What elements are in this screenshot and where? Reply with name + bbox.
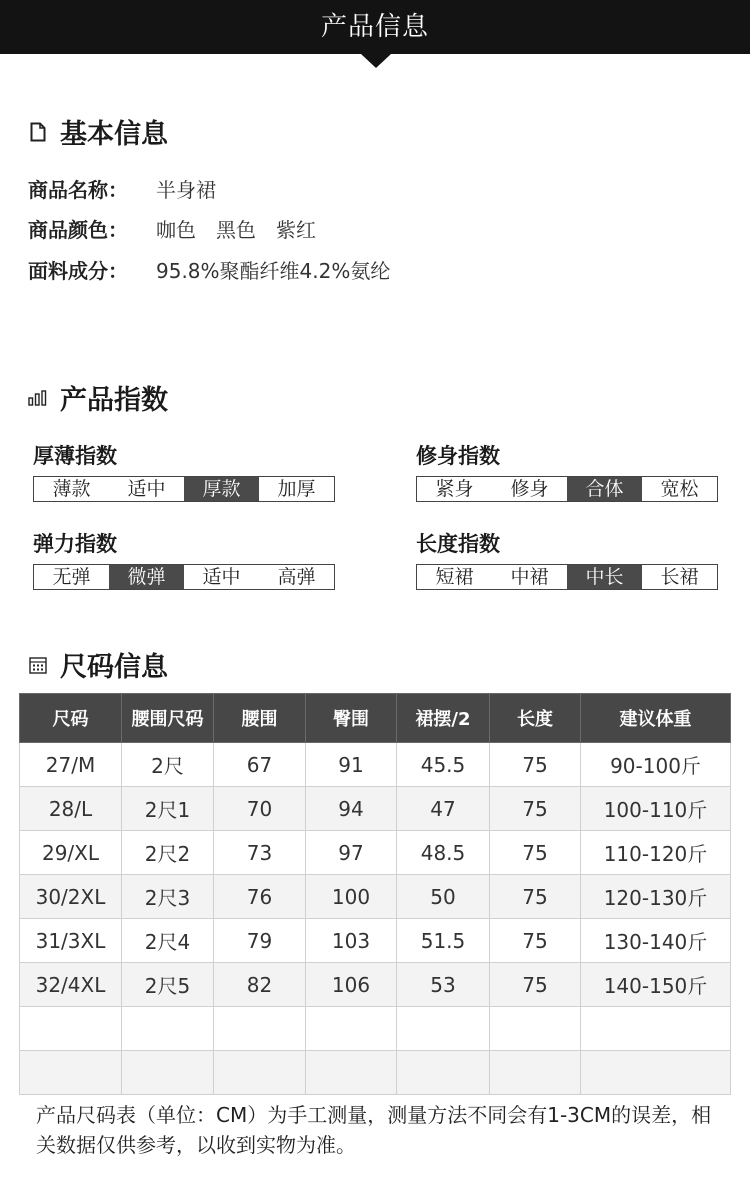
table-cell (122, 1007, 214, 1051)
table-cell: 75 (490, 743, 581, 787)
column-header: 腰围尺码 (122, 694, 214, 743)
elasticity-index-title: 弹力指数 (33, 532, 117, 556)
scale-option: 宽松 (660, 478, 699, 500)
scale-option-selected: 中长 (567, 565, 642, 589)
table-cell: 2尺2 (122, 831, 214, 875)
table-cell: 106 (306, 963, 397, 1007)
scale-option-selected: 微弹 (109, 565, 184, 589)
thickness-index-title: 厚薄指数 (33, 444, 117, 468)
table-cell: 53 (397, 963, 490, 1007)
length-index-title: 长度指数 (416, 532, 500, 556)
table-cell (581, 1007, 731, 1051)
table-cell: 27/M (20, 743, 122, 787)
table-cell (490, 1007, 581, 1051)
product-color-row (28, 214, 316, 243)
size-info-heading (28, 645, 168, 684)
table-header-row (20, 694, 731, 743)
table-cell: 140-150斤 (581, 963, 731, 1007)
product-name-label: 商品名称： (28, 178, 128, 202)
table-cell: 76 (214, 875, 306, 919)
table-cell (306, 1051, 397, 1095)
table-cell: 75 (490, 919, 581, 963)
product-name-value: 半身裙 (156, 178, 216, 202)
table-cell: 45.5 (397, 743, 490, 787)
table-cell: 28/L (20, 787, 122, 831)
table-cell: 100-110斤 (581, 787, 731, 831)
page-title: 产品信息 (320, 12, 429, 42)
table-cell: 75 (490, 831, 581, 875)
basic-info-title: 基本信息 (60, 119, 168, 150)
table-cell: 82 (214, 963, 306, 1007)
product-name-row (28, 174, 216, 203)
table-cell: 70 (214, 787, 306, 831)
fit-index-title: 修身指数 (416, 444, 500, 468)
table-cell: 130-140斤 (581, 919, 731, 963)
table-cell: 2尺5 (122, 963, 214, 1007)
scale-option: 高弹 (277, 566, 316, 588)
fabric-value: 95.8%聚酯纤维4.2%氨纶 (156, 259, 391, 283)
scale-option: 中裙 (510, 566, 549, 588)
table-cell: 2尺4 (122, 919, 214, 963)
scale-option: 加厚 (277, 478, 316, 500)
basic-info-heading (28, 112, 168, 151)
table-cell: 51.5 (397, 919, 490, 963)
table-cell: 94 (306, 787, 397, 831)
table-cell (122, 1051, 214, 1095)
scale-option: 薄款 (52, 478, 91, 500)
column-header: 臀围 (306, 694, 397, 743)
table-cell: 2尺 (122, 743, 214, 787)
table-cell (214, 1051, 306, 1095)
size-info-title: 尺码信息 (60, 652, 168, 683)
elasticity-scale (33, 564, 335, 590)
column-header: 建议体重 (581, 694, 731, 743)
thickness-scale (33, 476, 335, 502)
table-row (20, 831, 731, 875)
table-cell: 67 (214, 743, 306, 787)
table-cell (20, 1007, 122, 1051)
document-icon (28, 122, 48, 142)
table-cell: 30/2XL (20, 875, 122, 919)
table-cell: 32/4XL (20, 963, 122, 1007)
measurement-note: 产品尺码表（单位：CM）为手工测量，测量方法不同会有1-3CM的误差，相关数据仅供参考，以收到实物为准。 (36, 1103, 712, 1157)
table-cell: 75 (490, 875, 581, 919)
table-cell (490, 1051, 581, 1095)
table-cell: 79 (214, 919, 306, 963)
table-row (20, 787, 731, 831)
table-cell: 110-120斤 (581, 831, 731, 875)
table-cell: 2尺3 (122, 875, 214, 919)
bar-chart-icon (28, 388, 48, 408)
scale-option-selected: 合体 (567, 477, 642, 501)
scale-option: 适中 (127, 478, 166, 500)
table-cell (581, 1051, 731, 1095)
table-cell: 75 (490, 787, 581, 831)
table-row (20, 875, 731, 919)
table-cell: 103 (306, 919, 397, 963)
table-cell: 90-100斤 (581, 743, 731, 787)
table-row (20, 743, 731, 787)
size-table (19, 693, 731, 1095)
scale-option: 短裙 (435, 566, 474, 588)
column-header: 腰围 (214, 694, 306, 743)
table-cell (306, 1007, 397, 1051)
table-cell (397, 1051, 490, 1095)
fabric-label: 面料成分： (28, 259, 128, 283)
product-color-label: 商品颜色： (28, 218, 128, 242)
scale-option-selected: 厚款 (184, 477, 259, 501)
table-cell (397, 1007, 490, 1051)
table-cell: 31/3XL (20, 919, 122, 963)
length-scale (416, 564, 718, 590)
table-cell: 50 (397, 875, 490, 919)
scale-option: 无弹 (52, 566, 91, 588)
table-row (20, 919, 731, 963)
column-header: 裙摆/2 (397, 694, 490, 743)
calendar-grid-icon (28, 655, 48, 675)
scale-option: 修身 (510, 478, 549, 500)
fit-scale (416, 476, 718, 502)
table-cell: 75 (490, 963, 581, 1007)
table-cell: 73 (214, 831, 306, 875)
table-cell (20, 1051, 122, 1095)
scale-option: 适中 (202, 566, 241, 588)
table-row-empty (20, 1051, 731, 1095)
banner-notch (361, 54, 391, 68)
table-cell: 100 (306, 875, 397, 919)
table-cell (214, 1007, 306, 1051)
product-color-value: 咖色 黑色 紫红 (156, 218, 316, 242)
table-cell: 91 (306, 743, 397, 787)
table-cell: 120-130斤 (581, 875, 731, 919)
table-cell: 97 (306, 831, 397, 875)
scale-option: 长裙 (660, 566, 699, 588)
table-cell: 29/XL (20, 831, 122, 875)
table-cell: 47 (397, 787, 490, 831)
column-header: 长度 (490, 694, 581, 743)
table-cell: 48.5 (397, 831, 490, 875)
product-index-heading (28, 378, 168, 417)
column-header: 尺码 (20, 694, 122, 743)
table-row-empty (20, 1007, 731, 1051)
fabric-row (28, 255, 390, 284)
scale-option: 紧身 (435, 478, 474, 500)
table-row (20, 963, 731, 1007)
table-cell: 2尺1 (122, 787, 214, 831)
product-index-title: 产品指数 (60, 385, 168, 416)
